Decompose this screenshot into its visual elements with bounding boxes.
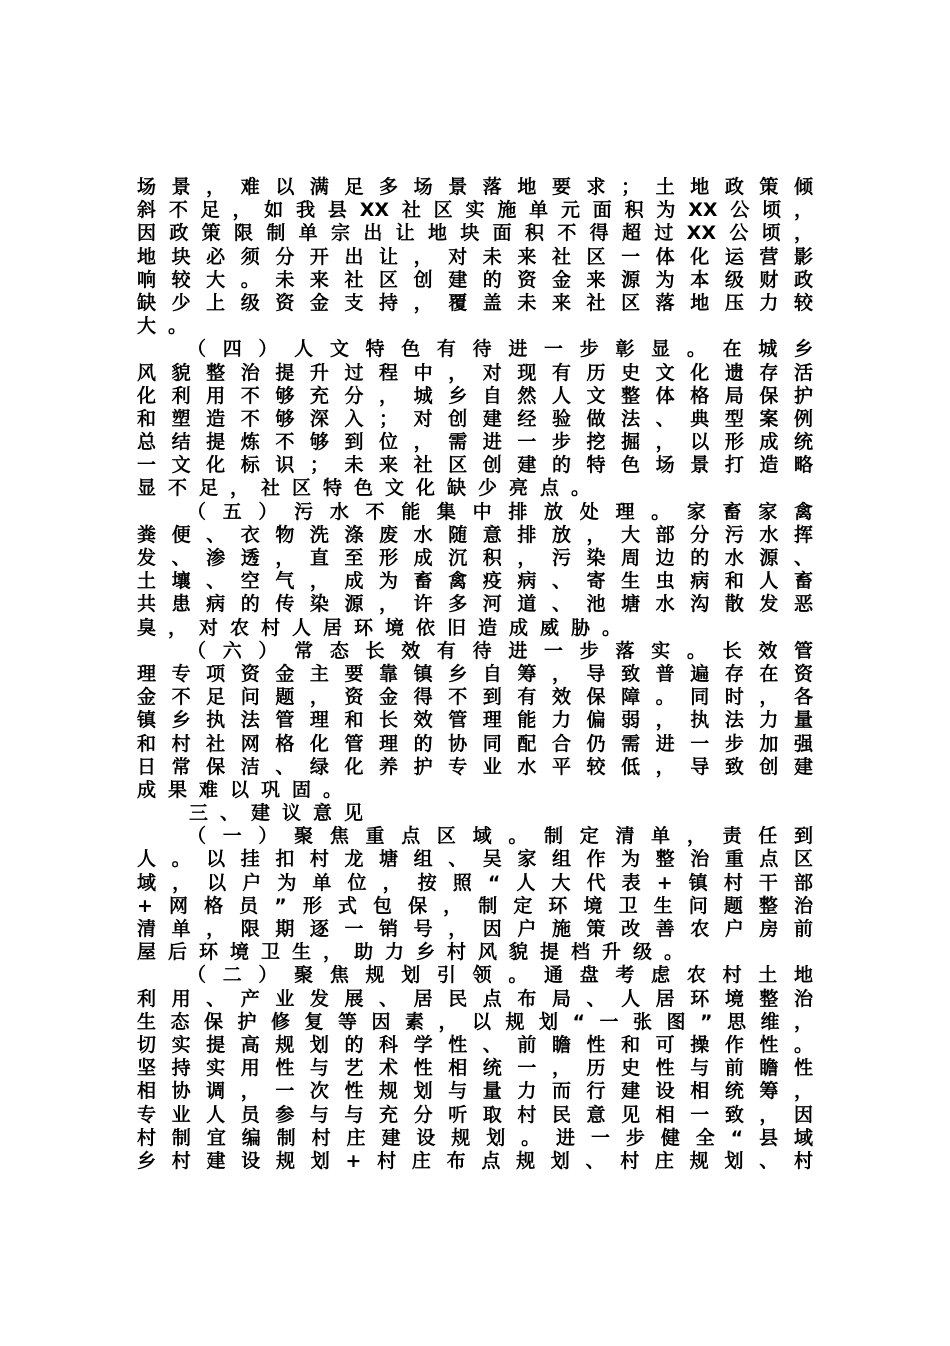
text-line: 生态保护修复等因素，以规划“一张图”思维， <box>137 1010 813 1033</box>
text-line: 场景，难以满足多场景落地要求；土地政策倾 <box>137 176 813 198</box>
text-line: 日常保洁、绿化养护专业水平较低，导致创建 <box>137 755 813 778</box>
text-line: 镇乡执法管理和长效管理能力偏弱，执法力量 <box>137 709 813 732</box>
text-line: 风貌整治提升过程中，对现有历史文化遗存活 <box>137 361 813 384</box>
text-line: +网格员”形式包保，制定环境卫生问题整治 <box>137 894 813 917</box>
text-line: 人。以挂扣村龙塘组、吴家组作为整治重点区 <box>137 848 813 871</box>
text-line: 和村社网格化管理的协同配合仍需进一步加强 <box>137 732 813 755</box>
text-line: 共患病的传染源，许多河道、池塘水沟散发恶 <box>137 593 813 616</box>
text-line: 缺少上级资金支持，覆盖未来社区落地压力较 <box>137 291 813 314</box>
text-line: 成果难以巩固。 <box>137 778 355 801</box>
text-line: 因政策限制单宗出让地块面积不得超过XX公顷， <box>137 222 813 245</box>
body-text <box>137 176 813 1173</box>
text-line: 专业人员参与与充分听取村民意见相一致，因 <box>137 1103 813 1126</box>
text-line: 切实提高规划的科学性、前瞻性和可操作性。 <box>137 1033 813 1056</box>
subsection-heading-2: （二）聚焦规划引领。通盘考虑农村土地 <box>187 964 813 987</box>
text-line: 发、渗透，直至形成沉积，污染周边的水源、 <box>137 547 813 569</box>
text-line: 清单，限期逐一销号，因户施策改善农户房前 <box>137 918 813 940</box>
text-line: 和塑造不够深入；对创建经验做法、典型案例 <box>137 407 813 430</box>
text-line: 乡村建设规划+村庄布点规划、村庄规划、村 <box>137 1149 813 1172</box>
text-line: 粪便、衣物洗涤废水随意排放，大部分污水挥 <box>137 523 813 546</box>
text-line: 响较大。未来社区创建的资金来源为本级财政 <box>137 268 813 291</box>
text-line: 臭，对农村人居环境依旧造成威胁。 <box>137 616 634 639</box>
text-line: 显不足，社区特色文化缺少亮点。 <box>137 477 603 500</box>
text-line: 一文化标识；未来社区创建的特色场景打造略 <box>137 454 813 477</box>
text-line: 域，以户为单位，按照“人大代表+镇村干部 <box>137 871 813 894</box>
text-line: 利用、产业发展、居民点布局、人居环境整治 <box>137 987 813 1010</box>
subsection-heading-1: （一）聚焦重点区域。制定清单，责任到 <box>187 825 813 848</box>
text-line: 斜不足，如我县XX社区实施单元面积为XX公顷， <box>137 199 813 222</box>
text-line: 村制宜编制村庄建设规划。进一步健全“县域 <box>137 1126 813 1149</box>
chapter-heading: 三、建议意见 <box>189 802 376 825</box>
text-line: 总结提炼不够到位，需进一步挖掘，以形成统 <box>137 431 813 454</box>
text-line: 大。 <box>137 315 200 338</box>
text-line: 理专项资金主要靠镇乡自筹，导致普遍存在资 <box>137 662 813 685</box>
text-line: 金不足问题，资金得不到有效保障。同时，各 <box>137 686 813 709</box>
text-line: 土壤、空气，成为畜禽疫病、寄生虫病和人畜 <box>137 570 813 593</box>
text-line: 化利用不够充分，城乡自然人文整体格局保护 <box>137 384 813 407</box>
section-heading-4: （四）人文特色有待进一步彰显。在城乡 <box>187 338 813 361</box>
text-line: 相协调，一次性规划与量力而行建设相统筹， <box>137 1080 813 1103</box>
section-heading-6: （六）常态长效有待进一步落实。长效管 <box>187 639 813 662</box>
text-line: 屋后环境卫生，助力乡村风貌提档升级。 <box>137 941 696 964</box>
text-line: 坚持实用性与艺术性相统一，历史性与前瞻性 <box>137 1057 813 1080</box>
text-line: 地块必须分开出让，对未来社区一体化运营影 <box>137 245 813 268</box>
section-heading-5: （五）污水不能集中排放处理。家畜家禽 <box>187 500 813 523</box>
